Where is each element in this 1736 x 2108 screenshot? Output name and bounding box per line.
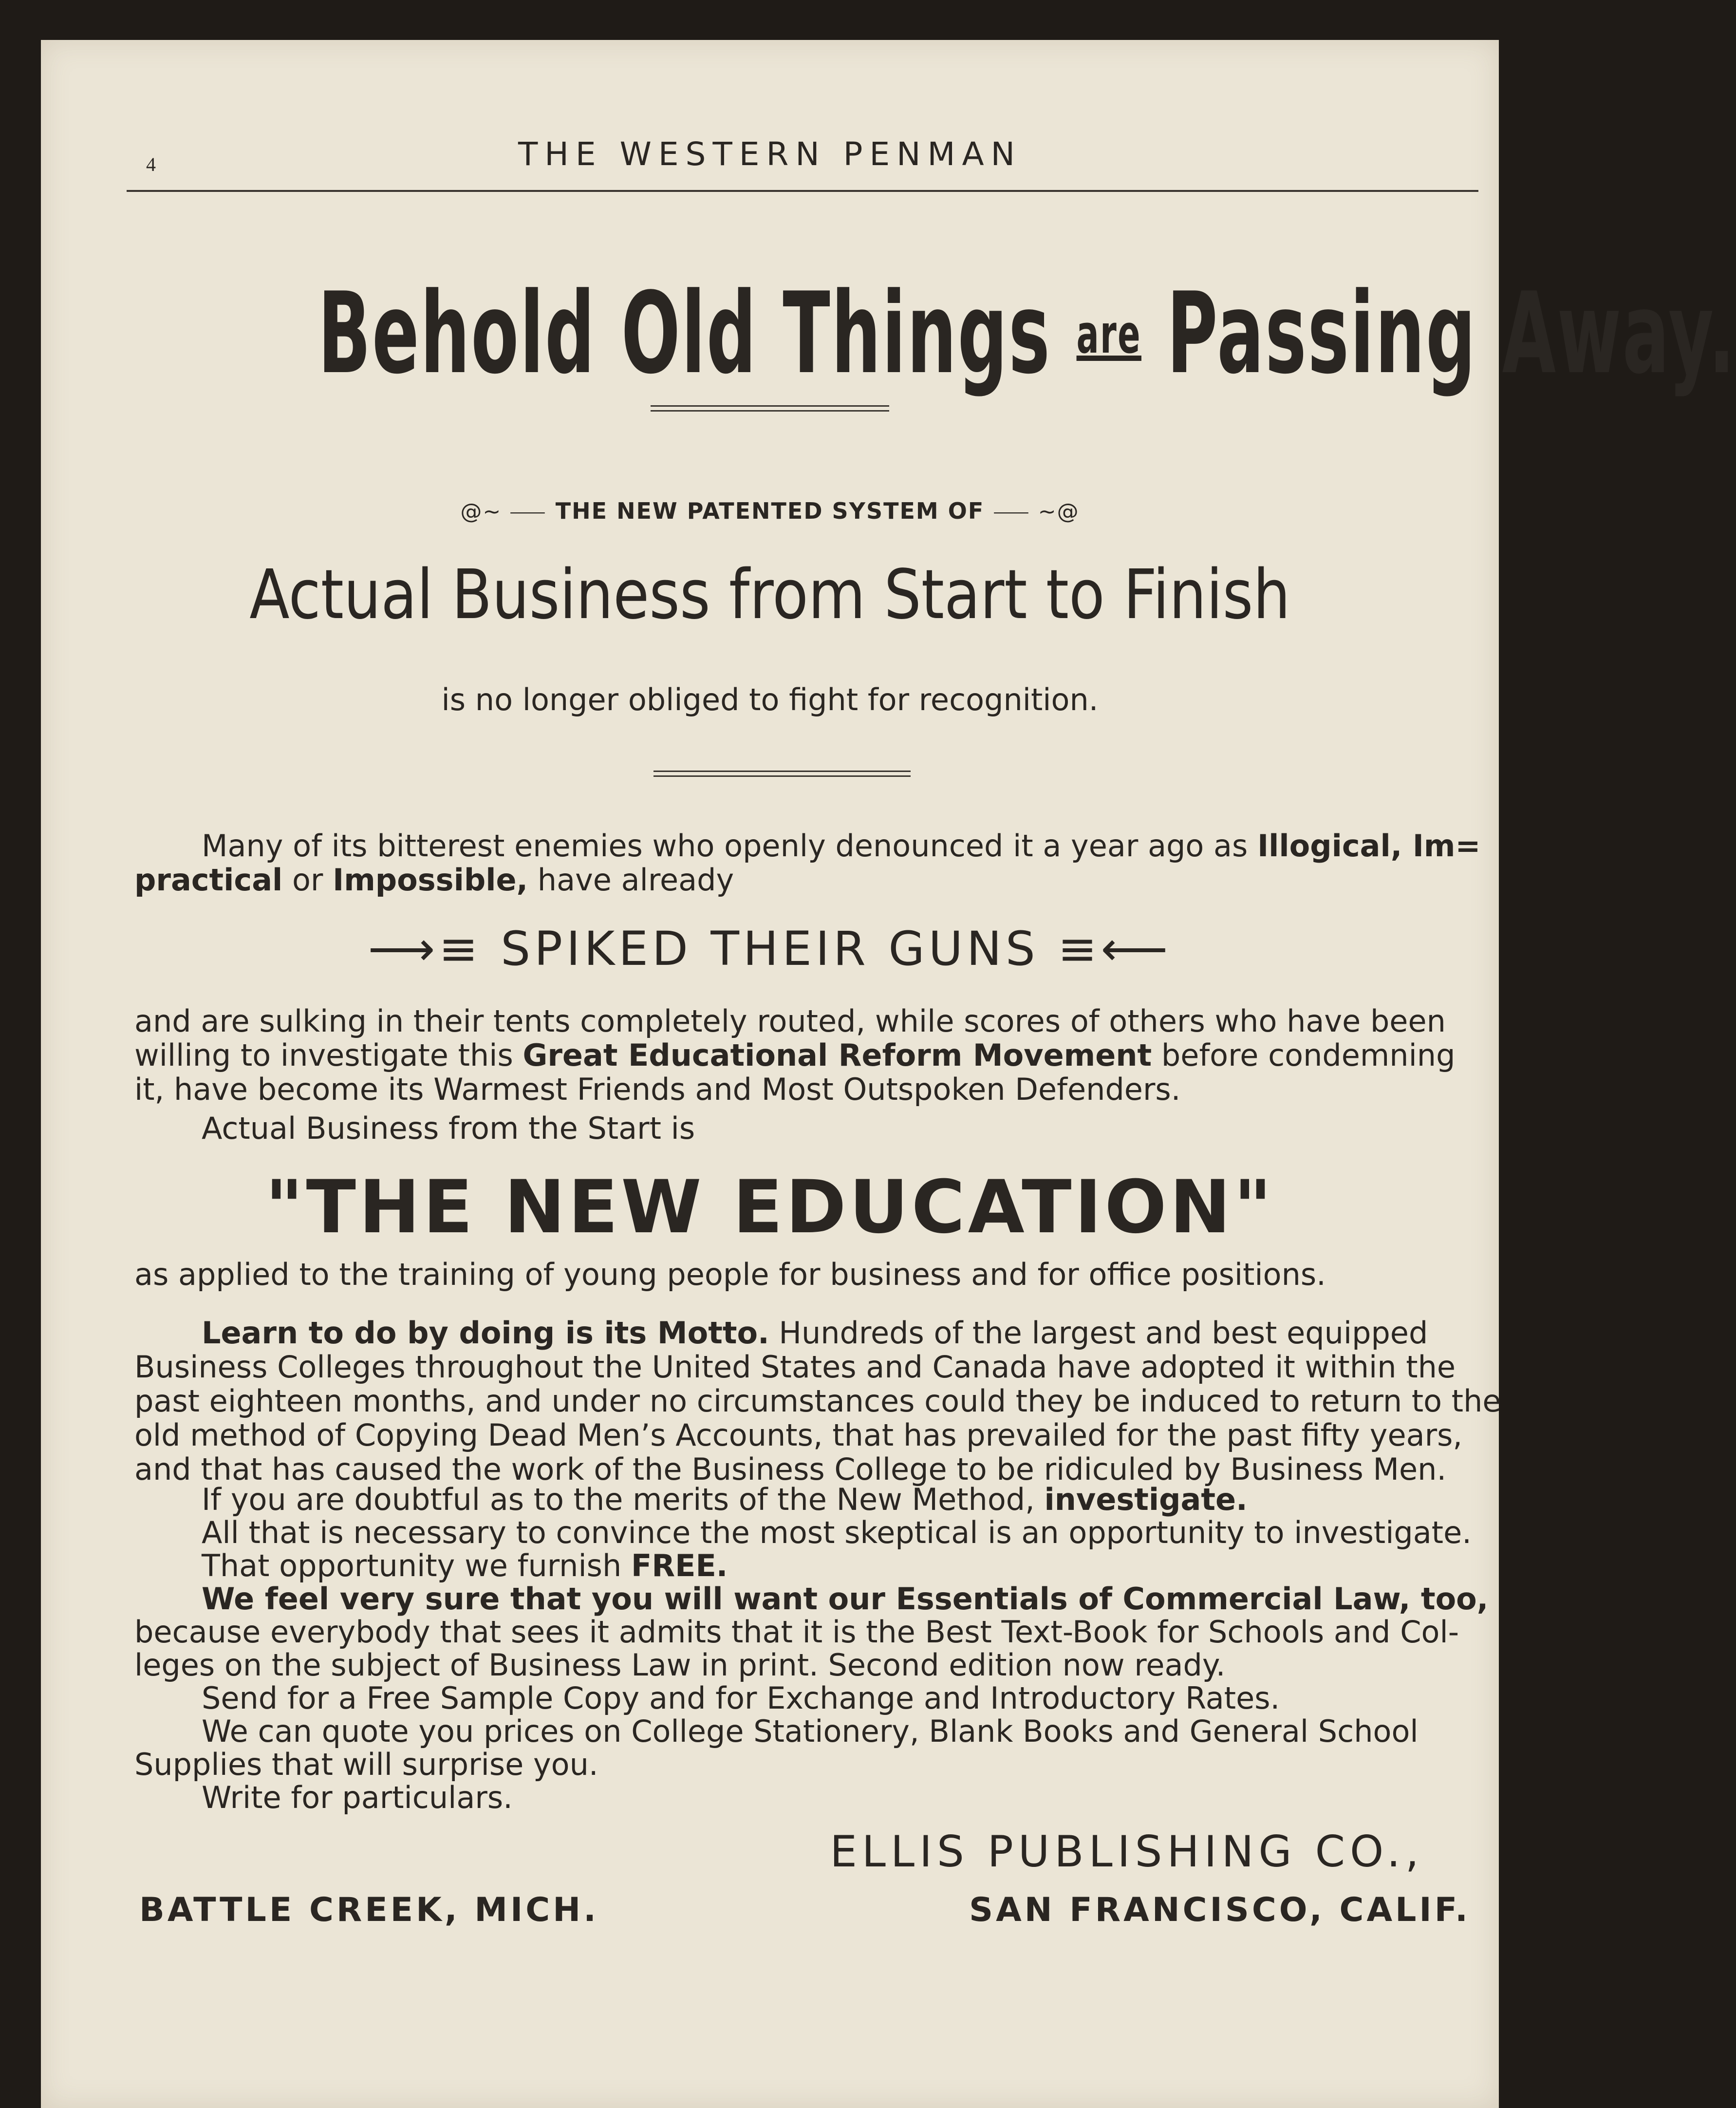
headline [317,269,1736,399]
para4-line1 [202,1316,1428,1350]
headline-part1: Behold Old Things [317,269,1051,399]
tagline: is no longer obliged to fight for recognition. [441,682,1099,717]
page-number: 4 [146,153,156,175]
para4-line2: Business Colleges throughout the United States and Canada have adopted it within the [134,1349,1456,1385]
motto-text: Learn to do by doing is its Motto. [202,1315,769,1351]
arrow-left-icon: ⟶≡ [368,922,482,976]
para2-line3: it, have become its Warmest Friends and Most Outspoken Defenders. [134,1072,1181,1107]
text-span-bold: FREE. [631,1548,728,1583]
text-span-bold: Great Educational Reform Movement [523,1037,1152,1073]
spiked-their-guns [41,922,1499,976]
text-span: Many of its bitterest enemies who openly denounced it a year ago as [202,828,1258,864]
para4-line3: past eighteen months, and under no circumstances could they be induced to return to the [134,1383,1501,1419]
ornament-right-icon: ⸺ ~@ [993,499,1080,524]
para4-line11: leges on the subject of Business Law in print. Second edition now ready. [134,1647,1226,1683]
para2-line2 [134,1038,1455,1073]
para4-line4: old method of Copying Dead Men’s Accounts, that has prevailed for the past fifty years, [134,1417,1463,1453]
headline-part2: Passing Away. [1167,269,1736,399]
para4-line9: We feel very sure that you will want our Essentials of Commercial Law, too, [202,1581,1489,1617]
text-span: or [282,862,333,898]
para1-line1 [202,829,1480,863]
text-span: before condemning [1152,1037,1456,1073]
text-span-bold: Illogical, Im= [1257,828,1481,864]
city-san-francisco: SAN FRANCISCO, CALIF. [969,1891,1471,1929]
para4-line12: Send for a Free Sample Copy and for Exchange and Introductory Rates. [202,1680,1280,1716]
publisher-name: ELLIS PUBLISHING CO., [830,1826,1424,1877]
para2-line1: and are sulking in their tents completely routed, while scores of others who have been [134,1003,1446,1039]
text-span: Hundreds of the largest and best equipped [769,1315,1428,1351]
text-span: That opportunity we furnish [202,1548,631,1583]
patented-line [41,494,1499,525]
magazine-page [41,40,1736,2108]
para4-line8 [202,1549,728,1583]
text-span: If you are doubtful as to the merits of the New Method, [202,1482,1045,1517]
divider-lower-1 [653,771,911,772]
para1-line2 [134,863,734,897]
actual-business-title: Actual Business from Start to Finish [249,555,1290,635]
city-battle-creek: BATTLE CREEK, MICH. [139,1891,599,1929]
para4-line6 [202,1483,1248,1517]
divider-upper-1 [651,405,889,407]
patented-text: THE NEW PATENTED SYSTEM OF [555,498,985,524]
para4-line13: We can quote you prices on College Stationery, Blank Books and General School [202,1713,1419,1749]
text-span-bold: investigate. [1044,1482,1248,1517]
para4-line15: Write for particulars. [202,1780,513,1815]
new-education-heading: "THE NEW EDUCATION" [265,1165,1275,1250]
spiked-text: SPIKED THEIR GUNS [501,922,1039,976]
para2-line4: Actual Business from the Start is [202,1110,695,1146]
journal-title: THE WESTERN PENMAN [518,135,1022,173]
header-rule [127,190,1478,192]
arrow-right-icon: ≡⟵ [1058,922,1172,976]
text-span-bold: Impossible, [333,862,528,898]
text-span: have already [528,862,734,898]
text-span-bold: practical [134,862,283,898]
para4-line5: and that has caused the work of the Business College to be ridiculed by Business Men. [134,1451,1447,1487]
headline-are: are [1076,303,1141,365]
para4-line14: Supplies that will surprise you. [134,1747,598,1782]
divider-upper-2 [651,410,889,412]
para3-line1: as applied to the training of young people for business and for office positions. [134,1257,1326,1292]
para4-line7: All that is necessary to convince the most skeptical is an opportunity to investigate. [202,1515,1472,1550]
para4-line10: because everybody that sees it admits that it is the Best Text-Book for Schools and Col- [134,1614,1459,1650]
ornament-left-icon: @~ ⸺ [460,499,547,524]
divider-lower-2 [653,775,911,777]
text-span: willing to investigate this [134,1037,523,1073]
